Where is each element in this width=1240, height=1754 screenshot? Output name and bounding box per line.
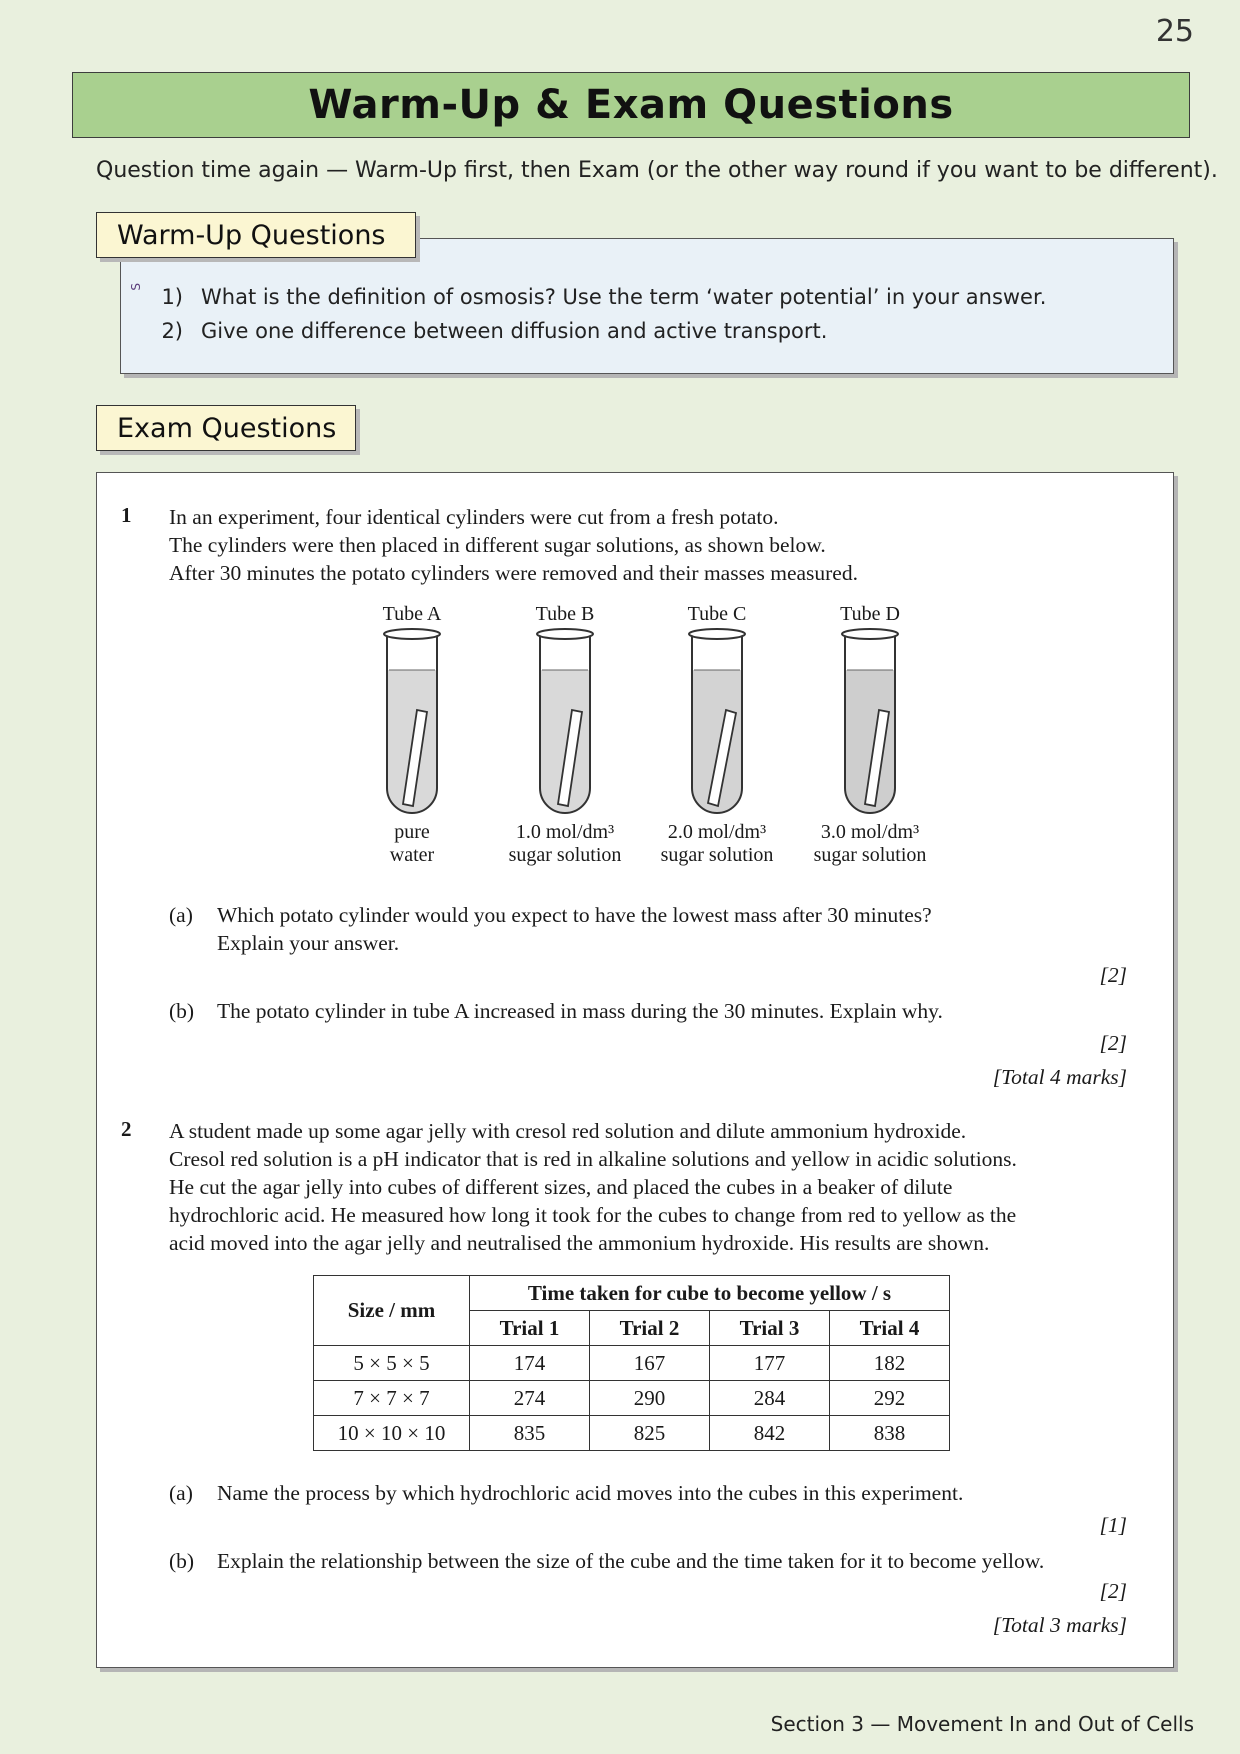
- tube-a: [337, 603, 487, 867]
- value-cell: 274: [470, 1381, 590, 1416]
- question-2b: [169, 1547, 1045, 1575]
- question-2a: [169, 1479, 964, 1507]
- value-cell: 174: [470, 1346, 590, 1381]
- tube-caption-line1: 3.0 mol/dm³: [820, 821, 920, 843]
- marks-badge: [2]: [1099, 1031, 1127, 1055]
- part-label: (a): [169, 1481, 193, 1505]
- text-line: hydrochloric acid. He measured how long it took for the cubes to change from red to yellow as the: [169, 1203, 1017, 1227]
- text-line: After 30 minutes the potato cylinders were removed and their masses measured.: [169, 561, 858, 585]
- value-cell: 838: [830, 1416, 950, 1451]
- part-text: Name the process by which hydrochloric acid moves into the cubes in this experiment.: [217, 1481, 964, 1505]
- part-text-line1: Which potato cylinder would you expect to have the lowest mass after 30 minutes?: [217, 903, 932, 927]
- question-1a: [169, 901, 932, 955]
- text-line: A student made up some agar jelly with cresol red solution and dilute ammonium hydroxide.: [169, 1119, 967, 1143]
- size-cell: 7 × 7 × 7: [314, 1381, 470, 1416]
- tube-caption-line2: sugar solution: [813, 844, 927, 866]
- question-2-text: [169, 1117, 1129, 1257]
- intro-text: Question time again — Warm-Up first, then Exam (or the other way round if you want to be different).: [96, 158, 1218, 183]
- warmup-questions-box: [120, 238, 1174, 374]
- size-cell: 5 × 5 × 5: [314, 1346, 470, 1381]
- tube-title: Tube A: [382, 603, 442, 625]
- tube-caption-line1: 2.0 mol/dm³: [667, 821, 767, 843]
- exam-questions-box: [96, 472, 1174, 1668]
- part-label: (a): [169, 903, 193, 927]
- part-text: Explain the relationship between the size of the cube and the time taken for it to become yellow.: [217, 1549, 1045, 1573]
- warmup-question-2: [145, 319, 827, 343]
- question-2-number: 2: [121, 1117, 132, 1141]
- value-cell: 177: [710, 1346, 830, 1381]
- question-1b: [169, 997, 943, 1025]
- table-row: [314, 1381, 950, 1416]
- text-line: acid moved into the agar jelly and neutralised the ammonium hydroxide. His results are shown.: [169, 1231, 990, 1255]
- size-header: Size / mm: [314, 1276, 470, 1346]
- test-tube-icon: [642, 626, 792, 816]
- value-cell: 292: [830, 1381, 950, 1416]
- side-tag: S: [129, 283, 143, 291]
- marks-badge: [1]: [1099, 1513, 1127, 1537]
- tube-title: Tube D: [840, 603, 900, 625]
- tube-b: [490, 603, 640, 867]
- question-text: What is the definition of osmosis? Use the term ‘water potential’ in your answer.: [201, 285, 1047, 309]
- value-cell: 167: [590, 1346, 710, 1381]
- exam-section-label: [96, 405, 356, 451]
- table-row: [314, 1416, 950, 1451]
- value-cell: 835: [470, 1416, 590, 1451]
- trial-header: Trial 3: [710, 1311, 830, 1346]
- table-row: [314, 1346, 950, 1381]
- part-label: (b): [169, 1549, 195, 1573]
- warmup-label-text: Warm-Up Questions: [117, 219, 386, 251]
- question-number: 1): [161, 285, 183, 309]
- page-number: 25: [1155, 14, 1194, 49]
- trial-header: Trial 4: [830, 1311, 950, 1346]
- tube-title: Tube C: [687, 603, 747, 625]
- question-1-text: [169, 503, 1129, 587]
- value-cell: 290: [590, 1381, 710, 1416]
- text-line: In an experiment, four identical cylinders were cut from a fresh potato.: [169, 505, 779, 529]
- tube-caption-line2: water: [389, 844, 435, 866]
- value-cell: 182: [830, 1346, 950, 1381]
- text-line: The cylinders were then placed in different sugar solutions, as shown below.: [169, 533, 826, 557]
- tube-d: [795, 603, 945, 867]
- part-text-line2: Explain your answer.: [217, 931, 400, 955]
- text-line: He cut the agar jelly into cubes of different sizes, and placed the cubes in a beaker of dilute: [169, 1175, 953, 1199]
- question-number: 2): [161, 319, 183, 343]
- total-marks: [Total 4 marks]: [992, 1065, 1127, 1089]
- tube-caption-line1: 1.0 mol/dm³: [515, 821, 615, 843]
- value-cell: 842: [710, 1416, 830, 1451]
- page-title-banner: [72, 72, 1190, 138]
- trial-header: Trial 1: [470, 1311, 590, 1346]
- part-label: (b): [169, 999, 195, 1023]
- tube-title: Tube B: [535, 603, 595, 625]
- time-header: Time taken for cube to become yellow / s: [470, 1276, 950, 1311]
- exam-label-text: Exam Questions: [117, 412, 337, 444]
- value-cell: 284: [710, 1381, 830, 1416]
- test-tube-icon: [337, 626, 487, 816]
- tube-caption-line2: sugar solution: [660, 844, 774, 866]
- marks-badge: [2]: [1099, 1579, 1127, 1603]
- question-1-number: 1: [121, 503, 132, 527]
- warmup-question-1: [145, 285, 1046, 309]
- trial-header: Trial 2: [590, 1311, 710, 1346]
- part-text: The potato cylinder in tube A increased in mass during the 30 minutes. Explain why.: [217, 999, 943, 1023]
- question-text: Give one difference between diffusion and active transport.: [201, 319, 828, 343]
- test-tube-icon: [795, 626, 945, 816]
- value-cell: 825: [590, 1416, 710, 1451]
- marks-badge: [2]: [1099, 963, 1127, 987]
- section-footer: Section 3 — Movement In and Out of Cells: [770, 1712, 1194, 1736]
- test-tube-icon: [490, 626, 640, 816]
- tube-caption-line2: sugar solution: [508, 844, 622, 866]
- size-cell: 10 × 10 × 10: [314, 1416, 470, 1451]
- tube-caption-line1: pure: [394, 821, 430, 843]
- text-line: Cresol red solution is a pH indicator that is red in alkaline solutions and yellow in acidic solutions.: [169, 1147, 1017, 1171]
- results-table: [313, 1275, 950, 1451]
- tube-c: [642, 603, 792, 867]
- total-marks: [Total 3 marks]: [992, 1613, 1127, 1637]
- warmup-section-label: [96, 212, 416, 258]
- page-title: Warm-Up & Exam Questions: [308, 82, 954, 128]
